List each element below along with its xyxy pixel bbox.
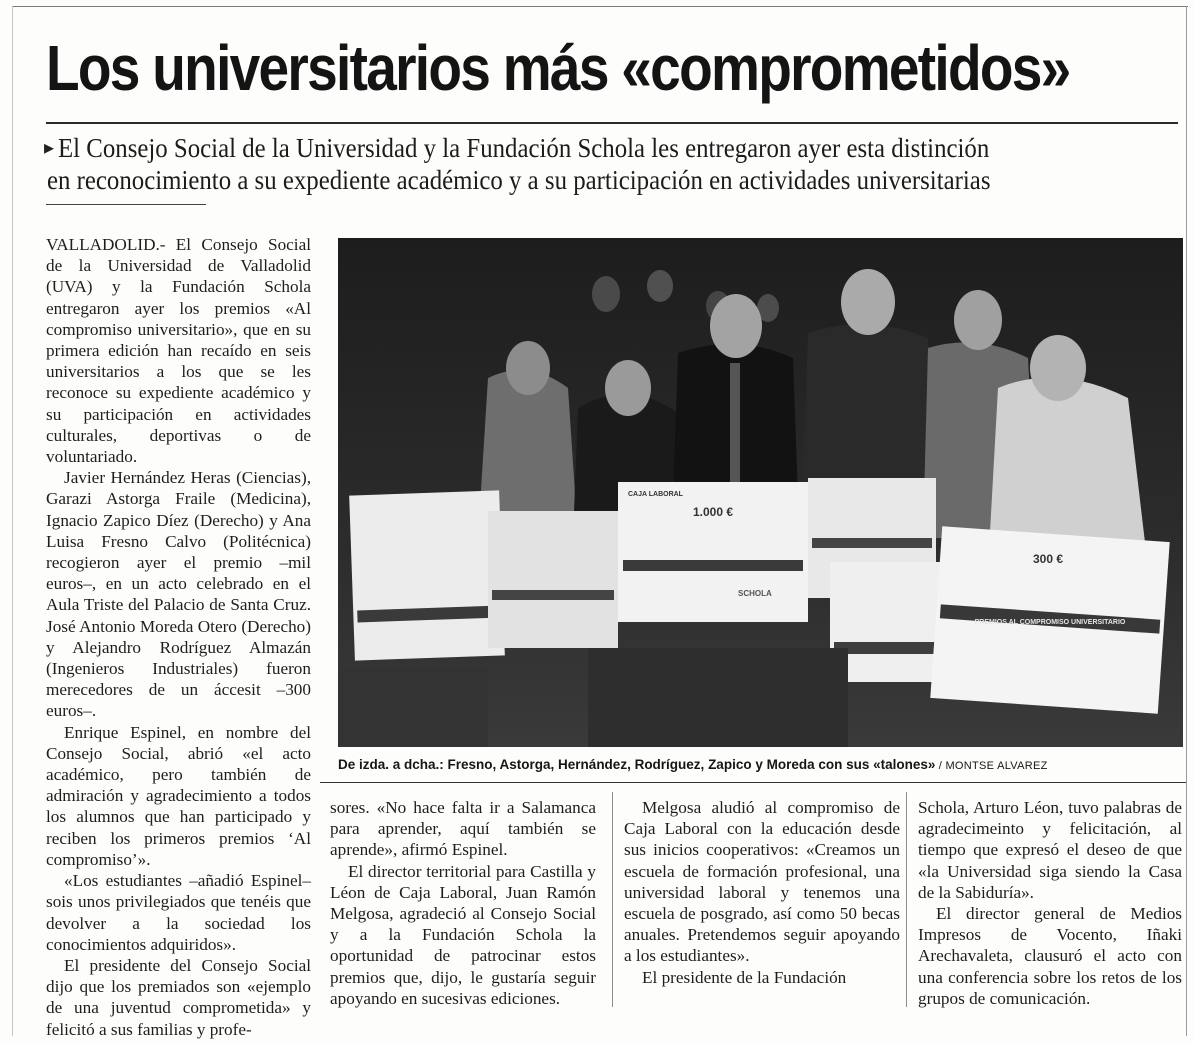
subtitle-arrow-icon: ▸ — [44, 135, 55, 159]
paragraph: Melgosa aludió al compromiso de Caja Laboral con la educación desde sus inicios cooperativos: «Creamos un escuela de formación profesional, una universidad laboral y tenemos una escuela de posgrado, así como 50 becas anuales. Pretendemos seguir apoyando a los estudiantes». — [624, 798, 900, 966]
paragraph: Enrique Espinel, en nombre del Consejo Social, abrió «el acto académico, pero también de admiración y agradecimiento a todos los alumnos que han participado y reciben los primeros premios ‘Al compromiso’». — [46, 722, 311, 869]
paragraph: El presidente de la Fundación — [642, 967, 847, 987]
article-headline: Los universitarios más «comprometidos» — [46, 32, 1070, 104]
cheque-amount: 1.000 € — [692, 505, 734, 519]
text-column-3 — [624, 797, 900, 1012]
column-divider — [612, 792, 613, 1007]
cheque-3 — [618, 482, 808, 622]
caption-text: De izda. a dcha.: Fresno, Astorga, Hernández, Rodríguez, Zapico y Moreda con sus «talones» — [338, 757, 936, 772]
subtitle-line-2: en reconocimiento a su expediente académico y a su participación en actividades universitarias — [46, 165, 991, 195]
paragraph: VALLADOLID.- El Consejo Social de la Universidad de Valladolid (UVA) y la Fundación Schola entregaron ayer los premios «Al compromiso universitario», que en su primera edición han recaído en seis universitarios a los que se les reconoce su expediente académico y su participación en actividades culturales, deportivas o de voluntariado. — [46, 235, 311, 467]
column-divider — [906, 792, 907, 1007]
page-border-top — [12, 6, 1188, 7]
headline-rule — [46, 122, 1178, 124]
paragraph: El director general de Medios Impresos de Vocento, Iñaki Arechavaleta, clausuró el acto con una conferencia sobre los retos de los grupos de comunicación. — [918, 904, 1182, 1008]
photo-illustration — [338, 238, 1183, 747]
paragraph: El presidente del Consejo Social dijo que los premiados son «ejemplo de una juventud comprometida» y felicitó a sus familias y profe- — [46, 955, 311, 1039]
subtitle-rule — [46, 204, 206, 205]
cheque-banner: PREMIOS AL COMPROMISO UNIVERSITARIO — [974, 619, 1126, 626]
paragraph: sores. «No hace falta ir a Salamanca para aprender, aquí también se aprende», afirmó Espinel. — [330, 798, 596, 860]
cheque-1 — [349, 490, 505, 660]
photo-credit: / MONTSE ALVAREZ — [935, 760, 1048, 772]
cheque-bank: CAJA LABORAL — [628, 491, 683, 498]
page-border-left — [12, 6, 13, 1036]
photo-caption — [338, 753, 1183, 777]
paragraph: Javier Hernández Heras (Ciencias), Garazi Astorga Fraile (Medicina), Ignacio Zapico Díez (Derecho) y Ana Luisa Fresno Calvo (Politécnica) recogieron ayer el premio –mil euros–, en un acto celebrado en el Aula Triste del Palacio de Santa Cruz. José Antonio Moreda Otero (Derecho) y Alejandro Rodríguez Almazán (Ingenieros Industriales) fueron merecedores de un áccesit –300 euros–. — [46, 468, 311, 721]
caption-rule — [320, 782, 1186, 783]
paragraph: El director territorial para Castilla y Léon de Caja Laboral, Juan Ramón Melgosa, agradeció al Consejo Social y a la Fundación Schola la oportunidad de patrocinar estos premios que, dijo, le gustaría seguir apoyando en sucesivas ediciones. — [330, 861, 596, 1008]
cheque-amount: 300 € — [1032, 552, 1064, 566]
article-subtitle — [46, 132, 1098, 202]
cheque-2 — [488, 511, 618, 648]
cheque-sponsor: SCHOLA — [738, 589, 772, 598]
page-border-right — [1186, 6, 1187, 1036]
news-photo — [338, 238, 1183, 747]
text-column-4 — [918, 797, 1182, 1012]
text-column-1 — [46, 234, 311, 1039]
cheque-6 — [930, 526, 1169, 713]
paragraph: Schola, Arturo Léon, tuvo palabras de agradecimeinto y felicitación, al tiempo que expresó el deseo de que «la Universidad siga siendo la Casa de la Sabiduría». — [918, 798, 1182, 902]
subtitle-line-1: El Consejo Social de la Universidad y la Fundación Schola les entregaron ayer esta distinción — [58, 133, 990, 163]
paragraph: «Los estudiantes –añadió Espinel– sois unos privilegiados que tenéis que devolver a la sociedad los conocimientos adquiridos». — [46, 871, 311, 954]
text-column-2 — [330, 797, 596, 1012]
